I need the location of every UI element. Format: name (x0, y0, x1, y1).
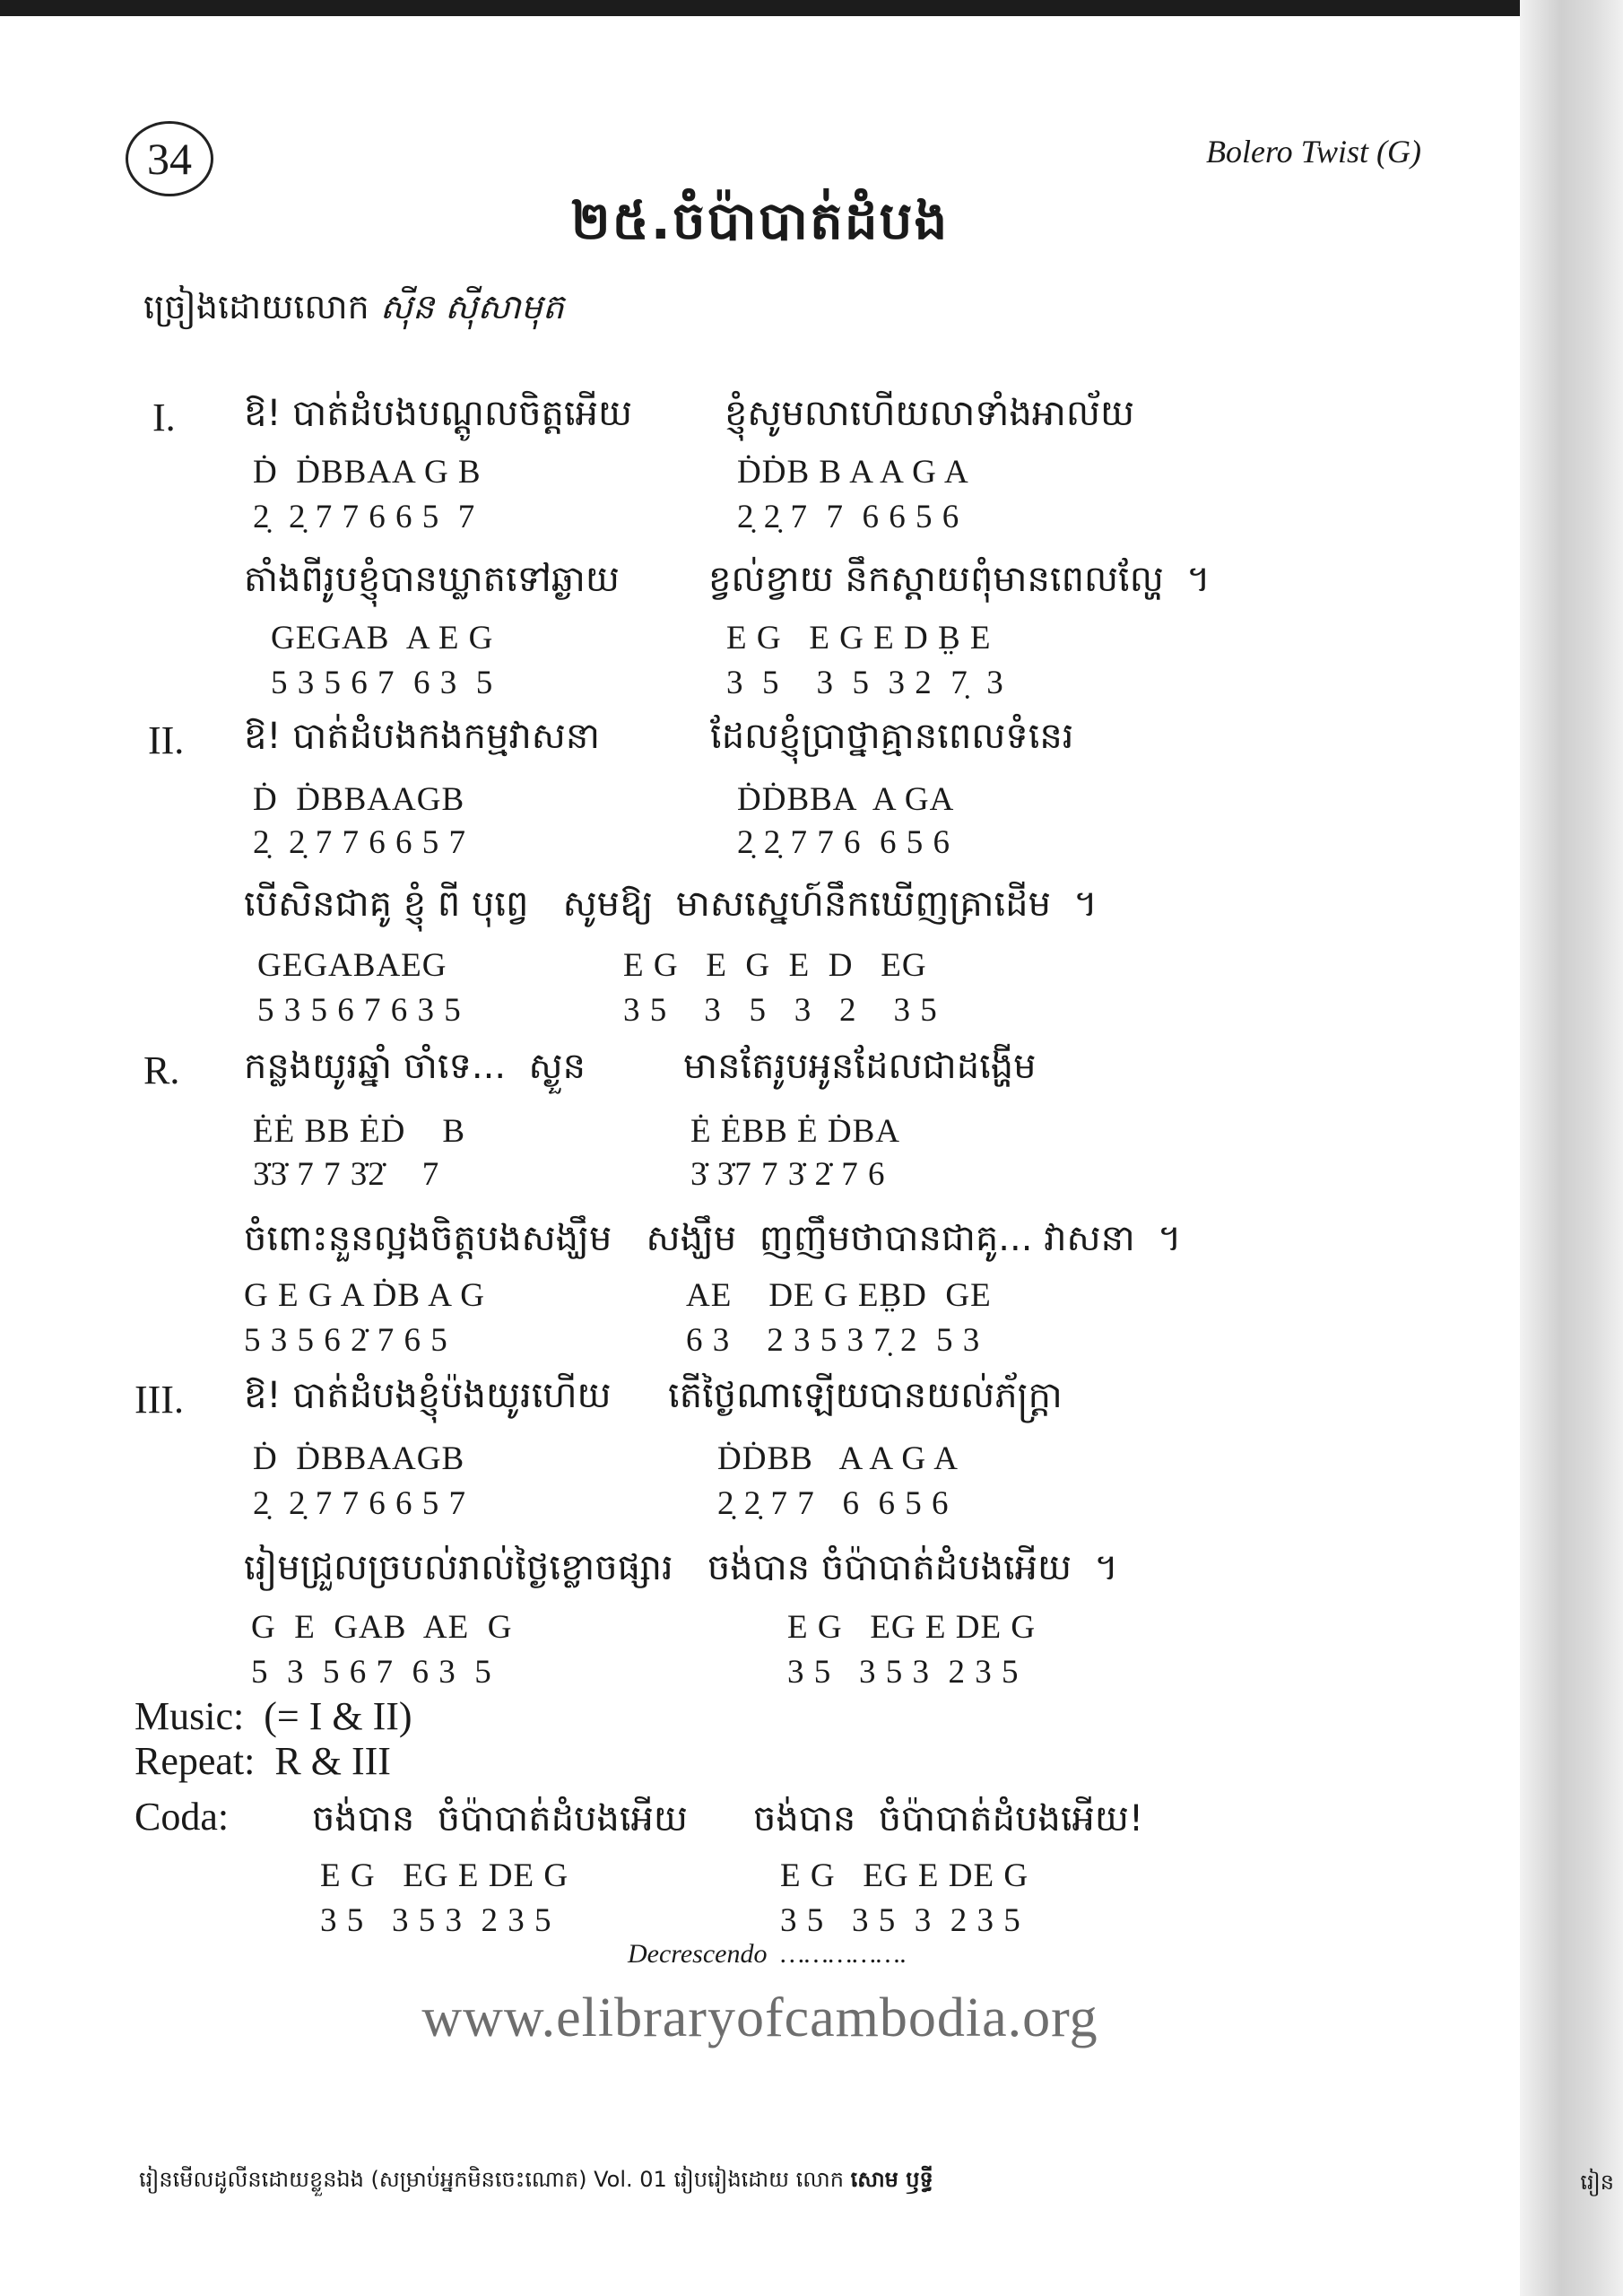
lyric-line: ដែលខ្ញុំប្រាថ្នាគ្មានពេលទំនេរ (710, 716, 1074, 757)
composer-name: ស៊ីន ស៊ីសាមុត (379, 287, 564, 326)
note-letters: E G E G E D EG (623, 947, 927, 984)
music-note: Music: (= I & II) (135, 1694, 412, 1738)
lyric-line: ឱ! បាត់ដំបងកងកម្មវាសនា (244, 716, 600, 757)
note-numbers: 3̇3̇ 7 7 3̇2̇ 7 (253, 1156, 440, 1193)
volume: Vol. 01 (594, 2167, 667, 2192)
note-letters: E G EG E DE G (787, 1609, 1037, 1646)
note-numbers: 2̣ 2̣ 7 7 6 6 5 6 (717, 1485, 950, 1522)
song-title: ២៥.ចំប៉ាបាត់ដំបង (570, 190, 950, 251)
note-letters: Ḋ ḊBBAAGB (253, 1440, 465, 1477)
note-letters: G E GAB AE G (251, 1609, 513, 1646)
lyric-line: ខ្វល់ខ្វាយ នឹកស្ដាយពុំមានពេលល្ហែ ។ (708, 559, 1211, 600)
note-numbers: 2̣ 2̣ 7 7 6 6 5 7 (253, 824, 466, 861)
note-letters: G E G A ḊB A G (244, 1277, 485, 1314)
note-numbers: 2̣ 2̣ 7 7 6 6 5 7 (253, 1485, 466, 1522)
note-numbers: 3̇ 3̇7 7 3̇ 2̇ 7 6 (690, 1156, 886, 1193)
note-letters: ḊḊBB A A G A (717, 1440, 959, 1477)
book-spine-shadow (1520, 0, 1623, 2296)
coda-lyric: ចង់បាន ចំប៉ាបាត់ដំបងអើយ (312, 1798, 688, 1839)
coda-lyric: ចង់បាន ចំប៉ាបាត់ដំបងអើយ! (753, 1798, 1144, 1839)
decrescendo-marking: Decrescendo ……………. (628, 1939, 907, 1969)
lyric-line: ឱ! បាត់ដំបងខ្ញុំប៉ងយូរហើយ (244, 1375, 612, 1416)
lyric-line: មានតែរូបអូនដែលជាដង្ហើម (683, 1046, 1037, 1087)
page-number: 34 (126, 121, 213, 196)
note-letters: Ė ĖBB Ė ḊBA (690, 1113, 901, 1150)
note-letters: ḊḊB B A A G A (737, 454, 969, 491)
note-numbers: 2̣ 2̣ 7 7 6 6 5 6 (737, 824, 950, 861)
note-letters: AE DE G EB̤D GE (686, 1277, 992, 1314)
verse-label: R. (143, 1048, 180, 1092)
note-numbers: 3 5 3 5 3 2 7̣ 3 (726, 665, 1004, 701)
scan-top-edge (0, 0, 1623, 16)
note-numbers: 3 5 3 5 3 2 3 5 (623, 992, 938, 1029)
note-letters: E G EG E DE G (320, 1857, 569, 1894)
composer-prefix: ច្រៀងដោយលោក (143, 287, 369, 326)
repeat-note: Repeat: R & III (135, 1739, 391, 1783)
website-watermark: www.elibraryofcambodia.org (421, 1987, 1098, 2048)
verse-label: II. (148, 718, 185, 762)
lyric-line: តាំងពីរូបខ្ញុំបានឃ្លាតទៅឆ្ងាយ (244, 559, 620, 600)
lyric-line: ខ្ញុំសូមលាហើយលាទាំងអាល័យ (725, 393, 1135, 434)
author-name: សោម ឫទ្ធី (850, 2167, 933, 2192)
verse-label: III. (135, 1378, 184, 1422)
book-footer (139, 2166, 933, 2197)
note-numbers: 5 3 5 6 7 6 3 5 (251, 1654, 492, 1691)
coda-label: Coda: (135, 1795, 230, 1839)
note-numbers: 3 5 3 5 3 2 3 5 (780, 1902, 1021, 1939)
note-letters: E G E G E D B̤ E (726, 620, 992, 657)
verse-label: I. (152, 396, 176, 439)
note-numbers: 5 3 5 6 2̇ 7 6 5 (244, 1322, 448, 1359)
note-numbers: 3 5 3 5 3 2 3 5 (787, 1654, 1020, 1691)
note-numbers: 2̣ 2̣ 7 7 6 6 5 7 (253, 499, 476, 535)
lyric-line: បើសិនជាគូ ខ្ញុំ ពី បុព្វេ សូមឱ្យ មាសស្នេហ៍នឹកឃើញគ្រាដើម ។ (244, 883, 1098, 925)
lyric-line: ឱ! បាត់ដំបងបណ្ដូលចិត្តអើយ (244, 393, 633, 434)
lyric-line: រៀមជ្រួលច្របល់រាល់ថ្ងៃខ្លោចផ្សារ ចង់បាន ចំប៉ាបាត់ដំបងអើយ ។ (244, 1547, 1118, 1588)
composer-line (143, 285, 564, 335)
note-letters: E G EG E DE G (780, 1857, 1029, 1894)
series-title: រៀនមើលដូលីនដោយខ្លួនឯង (សម្រាប់អ្នកមិនចេះណោត) (139, 2167, 587, 2192)
note-letters: GEGAB A E G (271, 620, 494, 657)
note-numbers: 6 3 2 3 5 3 7̣ 2 5 3 (686, 1322, 981, 1359)
note-letters: GEGABAEG (257, 947, 447, 984)
note-letters: Ḋ ḊBBAAGB (253, 781, 465, 818)
note-numbers: 5 3 5 6 7 6 3 5 (271, 665, 494, 701)
note-numbers: 5 3 5 6 7 6 3 5 (257, 992, 462, 1029)
arranged-by: រៀបរៀងដោយ លោក (673, 2167, 844, 2192)
note-numbers: 2̣ 2̣ 7 7 6 6 5 6 (737, 499, 960, 535)
note-letters: Ḋ ḊBBAA G B (253, 454, 482, 491)
rhythm-style: Bolero Twist (G) (1206, 134, 1421, 170)
next-page-fragment: រៀន (1580, 2170, 1614, 2195)
lyric-line: កន្លងយូរឆ្នាំ ចាំទេ... ស្ងួន (244, 1046, 586, 1087)
lyric-line: តើថ្ងៃណាឡើយបានយល់ភ័ក្ត្រា (668, 1375, 1063, 1416)
note-letters: ĖĖ BB ĖḊ B (253, 1113, 466, 1150)
note-letters: ḊḊBBA A GA (737, 781, 955, 818)
note-numbers: 3 5 3 5 3 2 3 5 (320, 1902, 552, 1939)
lyric-line: ចំពោះនួនល្អងចិត្តបងសង្ឃឹម សង្ឃឹម ញញឹមថាបានជាគូ... វាសនា ។ (244, 1218, 1182, 1259)
